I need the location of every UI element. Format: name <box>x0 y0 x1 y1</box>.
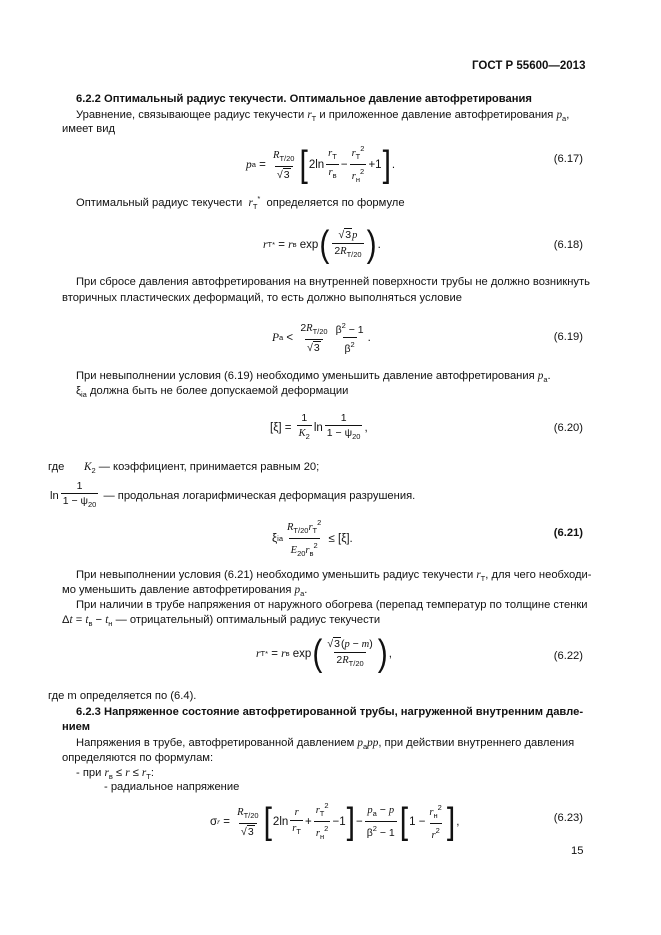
fail-6-21-line-2: мо уменьшить давление автофретирования $p_а$. <box>62 584 308 598</box>
formula-6-18: r Т * = r в exp ( √ 3 p $2R_{Т/20}$ ) . <box>263 223 381 265</box>
page-number: 15 <box>571 845 584 857</box>
external-line-1: При наличии в трубе напряжения от наружного обогрева (перепад температур по толщине стенки <box>76 599 588 611</box>
formula-6-20: [ξ] = $\frac{1}{K_2}$ ln $\frac{1}{1 - \psi_{20}}$ , <box>270 412 368 441</box>
eq-number-6-18: (6.18) <box>553 239 583 251</box>
fail-6-19-line-1: При невыполнении условия (6.19) необходимо уменьшить давление автофретирования $p_а$. <box>76 370 551 384</box>
stress-text-b: , при действии внутреннего давления <box>378 737 575 749</box>
fail-6-21-line-1: При невыполнении условия (6.21) необходимо уменьшить радиус текучести $r_Т$, для чего необходи- <box>76 569 592 583</box>
standard-number: ГОСТ Р 55600—2013 <box>472 60 586 72</box>
stress-line-2: определяются по формулам: <box>62 752 214 764</box>
intro-line-2: имеет вид <box>62 123 115 135</box>
release-line-1: При сбросе давления автофретирования на внутренней поверхности трубы не должно возникнуть <box>76 276 590 288</box>
k2-definition: $K_2$ — коэффициент, принимается равным 20; <box>84 461 320 475</box>
fail-6-19-text-2: должна быть не более допускаемой деформации <box>89 385 349 397</box>
stress-line-1: Напряжения в трубе, автофретированной давлением $p_аpp$, при действии внутреннего давления <box>76 737 575 751</box>
fail-6-21-text-2: мо уменьшить давление автофретирования <box>62 584 292 596</box>
formula-6-19: P а < $2R_{Т/20}$ √ 3 $\frac{\beta^2 - 1}{\beta^2}$ . <box>272 321 371 355</box>
opt-radius-text-b: определяется по формуле <box>266 197 405 209</box>
where-label: где <box>48 461 65 473</box>
eq-number-6-17: (6.17) <box>553 153 583 165</box>
opt-radius-line: Оптимальный радиус текучести $r_Т^*$ определяется по формуле <box>76 194 405 211</box>
external-line-2: $\Delta t = t_в - t_н$ — отрицательный) оптимальный радиус текучести <box>62 614 381 628</box>
eq-number-6-19: (6.19) <box>553 331 583 343</box>
intro-text-1: Уравнение, связывающее радиус текучести <box>76 109 305 121</box>
section-title-6-2-3-line-2: нием <box>62 721 90 733</box>
eq-number-6-20: (6.20) <box>553 422 583 434</box>
external-text-2: — отрицательный) оптимальный радиус текучести <box>115 614 381 626</box>
formula-6-21: ξ iа $\frac{R_{Т/20}r_Т^2}{E_{20}r_в^2}$ ≤ [ξ]. <box>272 518 353 558</box>
formula-6-17: p а = $R_{Т/20}$ √ 3 [ 2ln $\frac{r_Т}{r_в}$ − $\frac{r_Т^2}{r_н^2}$ +1 ] . <box>246 143 396 185</box>
fail-6-19-line-2: $\xi_{iа}$ должна быть не более допускаемой деформации <box>76 385 349 399</box>
release-line-2: вторичных пластических деформаций, то есть должно выполняться условие <box>62 292 462 304</box>
fail-6-21-text: При невыполнении условия (6.21) необходимо уменьшить радиус текучести <box>76 569 474 581</box>
k2-desc: — коэффициент, принимается равным 20; <box>98 461 320 473</box>
opt-radius-text: Оптимальный радиус текучести <box>76 197 243 209</box>
section-title-6-2-3: 6.2.3 Напряженное состояние автофретированной трубы, нагруженной внутренним давле- <box>76 706 584 718</box>
ln-definition: ln $\frac{1}{1 - \psi_{20}}$ — продольная логарифмическая деформация разрушения. <box>50 480 416 509</box>
fail-6-21-text-b: , для чего необходи- <box>485 569 592 581</box>
intro-paragraph: Уравнение, связывающее радиус текучести $r_Т$ и приложенное давление автофретирования $p_а$, <box>76 109 570 123</box>
case-label: - при <box>76 767 102 779</box>
formula-6-22: r Т * = r в exp ( √ 3 (p − m) $2R_{Т/20}$ ) , <box>256 632 392 674</box>
formula-6-23: σ r = $R_{Т/20}$ √ 3 [ 2ln $\frac{r}{r_Т}$ + $\frac{r_Т^2}{r_н^2}$ −1 ] − $\frac{p_а - p}{\beta^2 - 1}$ [ 1 − $\frac{r_н^2}{r^2}$ ] , <box>210 800 460 842</box>
eq-number-6-22: (6.22) <box>553 650 583 662</box>
radial-label: - радиальное напряжение <box>104 781 240 793</box>
ln-desc: — продольная логарифмическая деформация разрушения. <box>103 489 416 502</box>
stress-text: Напряжения в трубе, автофретированной давлением <box>76 737 355 749</box>
eq-number-6-23: (6.23) <box>553 812 583 824</box>
section-title-6-2-2: 6.2.2 Оптимальный радиус текучести. Оптимальное давление автофретирования <box>76 93 532 105</box>
case-condition: - при $r_в \le r \le r_Т$: <box>76 767 154 781</box>
eq-number-6-21: (6.21) <box>553 527 583 539</box>
fail-6-19-text: При невыполнении условия (6.19) необходимо уменьшить давление автофретирования <box>76 370 535 382</box>
intro-text-1b: и приложенное давление автофретирования <box>319 109 554 121</box>
where-m: где m определяется по (6.4). <box>48 690 197 702</box>
